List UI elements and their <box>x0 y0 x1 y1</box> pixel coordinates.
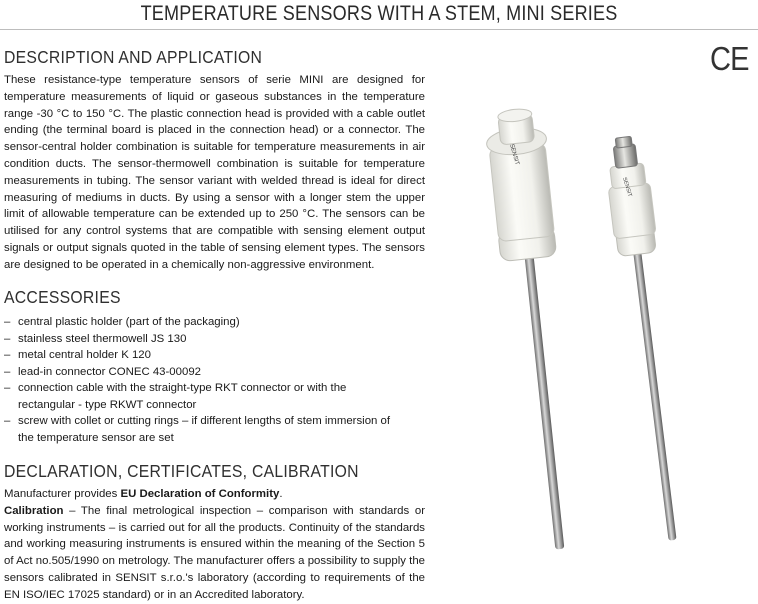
description-text: These resistance-type temperature sensors of serie MINI are designed for temperature measurements of liquid or gaseous substances in the temperature range -30 °C to 150 °C. The plastic connection head is provided with a cable outlet ending (the terminal board is placed in the connection head) or a connector. The sensor-central holder combination is suitable for temperature measurements in air condition ducts. The sensor-thermowell combination is suitable for temperature measurements in tubing. The sensor variant with welded thread is ideal for direct measuring of mediums in ducts. By using a sensor with a longer stem the upper limit of allowable temperature can be extended up to 250 °C. The sensors can be utilised for any control systems that are compatible with sensing element output signals or output signals quoted in the table of sensing element types. The sensors are designed to be operated in a chemically non-aggressive environment. <box>4 74 425 271</box>
product-photo <box>440 100 758 560</box>
accessories-heading: ACCESSORIES <box>4 287 121 307</box>
right-sensor-label: SENSIT <box>621 176 633 198</box>
accessory-item: – connection cable with the straight-type RKT connector or with the rectangular - type RKWT connector <box>4 382 347 411</box>
accessory-item: – central plastic holder (part of the packaging) <box>4 316 240 328</box>
declaration-text: Manufacturer provides EU Declaration of Conformity. Calibration – The final metrological inspection – comparison with standards or working instruments – is carried out for all the products. Continuity of the standards and working measuring instruments is ensured within the meaning of the Section 5 of Act no.505/1990 on metrology. The manufacturer offers a possibility to supply the sensors calibrated in SENSIT s.r.o.'s laboratory (according to requirements of the EN ISO/IEC 17025 standard) or in an Accredited laboratory. <box>4 488 425 601</box>
right-sensor <box>602 135 693 543</box>
accessory-item: – screw with collet or cutting rings – if different lengths of stem immersion of the temperature sensor are set <box>4 415 391 444</box>
accessories-list <box>4 314 424 446</box>
right-sensor-stem <box>633 250 677 541</box>
ce-mark: CE <box>710 40 749 77</box>
description-heading: DESCRIPTION AND APPLICATION <box>4 47 263 67</box>
accessory-item: – stainless steel thermowell JS 130 <box>4 332 187 345</box>
left-sensor <box>483 106 589 552</box>
left-sensor-stem <box>524 250 564 549</box>
left-sensor-label: SENSIT <box>508 143 520 166</box>
title-divider <box>0 29 758 30</box>
accessory-item: – metal central holder K 120 <box>4 349 151 361</box>
page-title: TEMPERATURE SENSORS WITH A STEM, MINI SERIES <box>140 2 618 25</box>
declaration-heading: DECLARATION, CERTIFICATES, CALIBRATION <box>4 461 359 481</box>
accessory-item: – lead-in connector CONEC 43-00092 <box>4 365 201 378</box>
